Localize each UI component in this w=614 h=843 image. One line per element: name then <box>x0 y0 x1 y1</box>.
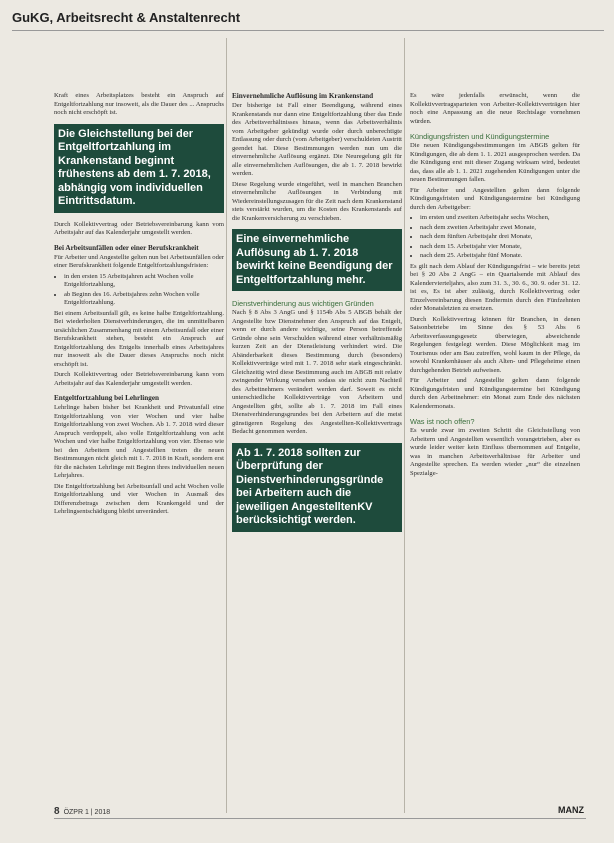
paragraph: Durch Kollektivvertrag oder Betriebsvereinbarung kann vom Arbeitsjahr auf das Kalenderjahr umgestellt werden. <box>54 371 224 387</box>
list-item: • ab Beginn des 16. Arbeitsjahres zehn Wochen volle Entgeltfortzahlung. <box>64 291 224 308</box>
footer-left <box>54 806 110 817</box>
paragraph: Die neuen Kündigungsbestimmungen im ABGB gelten für Kündigungen, die ab dem 1. 1. 2021 ausgesprochen werden. Da die Kündigung erst mit dieser Zugang wirksam wird, bedeutet das, dass alle ab 1. 1. 2021 zugehenden Kündigungen unter die neuen Bestimmungen fallen. <box>410 142 580 183</box>
paragraph: Bei einem Arbeitsunfall gilt, es keine halbe Entgeltfortzahlung. Bei wiederholten Dienstverhinderungen, die im unmittelbaren ursächlichen Zusammenhang mit einem Arbeitsunfall oder einer Berufskrankheit stehen, besteht ein Anspruch auf Entgeltfortzahlung des Entgelts innerhalb eines Arbeitsjahres nur insoweit als die Dauer dieses Anspruchs noch nicht erschöpft ist. <box>54 309 224 368</box>
section-heading: Bei Arbeitsunfällen oder einer Berufskrankheit <box>54 243 199 252</box>
paragraph: Durch Kollektivvertrag oder Betriebsvereinbarung kann vom Arbeitsjahr auf das Kalenderjahr umgestellt werden. <box>54 220 224 236</box>
highlight-box: Die Gleichstellung bei der Entgeltfortzahlung im Krankenstand beginnt frühestens ab dem 1. 7. 2018, abhängig vom individuellen Eintrittsdatum. <box>54 124 224 213</box>
paragraph: Kraft eines Arbeitsplatzes besteht ein Anspruch auf Entgeltfortzahlung nur insoweit, als die Dauer des ... Anspruchs noch nicht erschöpft ist. <box>54 92 224 116</box>
paragraph: Für Arbeiter und Angestellte gelten nun bei Arbeitsunfällen oder einer Berufskrankheit folgende Entgeltfortzahlungsfristen: <box>54 253 224 269</box>
list-item: • in den ersten 15 Arbeitsjahren acht Wochen volle Entgeltfortzahlung, <box>64 273 224 290</box>
paragraph: Es gilt nach dem Ablauf der Kündigungsfrist – wie bereits jetzt bei § 20 Abs 2 AngG – ein Quartalsende mit Ablauf des Kalendervierteljahrs, also zum 31. 3., 30. 6., 30. 9. oder 31. 12. ist es, Es ist aber zulässig, durch Kollektivvertrag oder Einzelvereinbarung diesen Endtermin durch den Fünfzehnten oder Monatsletzten zu ersetzen. <box>410 262 580 312</box>
column-1 <box>54 92 224 519</box>
column-3 <box>410 92 580 480</box>
list-item: • nach dem zweiten Arbeitsjahr zwei Monate, <box>420 224 580 233</box>
bullet-list <box>410 214 580 261</box>
highlight-box: Eine einvernehmliche Auflösung ab 1. 7. 2018 bewirkt keine Beendigung der Entgeltfortzahlung mehr. <box>232 229 402 291</box>
section-heading: Einvernehmliche Auflösung im Krankenstand <box>232 92 374 100</box>
running-header: GuKG, Arbeitsrecht & Anstaltenrecht <box>12 10 241 25</box>
list-item: • nach dem fünften Arbeitsjahr drei Monate, <box>420 233 580 242</box>
list-item: • im ersten und zweiten Arbeitsjahr sechs Wochen, <box>420 214 580 223</box>
column-divider <box>226 38 227 813</box>
paragraph: Der bisherige ist Fall einer Beendigung, während eines Krankenstands nur dann eine Entgeltfortzahlung über das Ende des Arbeitsverhältnisses hinaus, wenn das Arbeitsverhältnis vom Arbeitgeber gekündigt wurde oder durch unberechtigte Entlassung oder durch (vom Arbeitgeber) verschuldeten Austritt geendet hat. Diese Bestimmungen werden nun um die einvernehmliche Auflösung ergänzt. Die Neuregelung gilt für alle einvernehmlichen Auflösungen, die ab 1. 7. 2018 bewirkt werden. <box>232 102 402 177</box>
paragraph: Es wäre jedenfalls erwünscht, wenn die Kollektivvertragsparteien von Arbeiter-Kollektivverträgen hier noch eine Anpassung an die neue Rechtslage vornehmen würden. <box>410 92 580 125</box>
publisher-logo: MANZ <box>558 805 584 815</box>
paragraph: Durch Kollektivvertrag können für Branchen, in denen Saisonbetriebe im Sinne des § 53 Abs 6 Arbeitsverfassungsgesetz überwiegen, abweichende Regelungen festgelegt werden. Diese Möglichkeit mag im Tourismus oder am Bau zutreffen, wohl kaum in der Pflege, da sowohl Krankenhäuser als auch Alten- und Pflegeheime einen durchgehenden Betrieb aufweisen. <box>410 315 580 374</box>
paragraph: Die Entgeltfortzahlung bei Arbeitsunfall und acht Wochen volle Entgeltfortzahlung und vier Wochen in Ausmaß des Differenzbetrags zwischen dem Krankengeld und der Lehrlingsentschädigung bleibt unverändert. <box>54 482 224 515</box>
paragraph: Für Arbeiter und Angestellte gelten dann folgende Kündigungsfristen und Kündigungstermine bei Kündigung durch den Arbeitnehmer: ein Monat zum Ende des nächsten Kalendermonats. <box>410 377 580 410</box>
paragraph: Lehrlinge haben bisher bei Krankheit und Privatunfall eine Entgeltfortzahlung von vier Wochen und vier halbe Entgeltfortzahlung von zwei Wochen. Ab 1. 7. 2018 wird dieser Anspruch verdoppelt, also volle Entgeltfortzahlung von acht Wochen und vier halbe Entgeltfortzahlung von vier. Ebenso wie bei den Arbeitern und Angestellten treten die neuen Bestimmungen nicht gleich mit 1. 7. 2018 in Kraft, sondern erst für die nächsten Lehrlinge mit Beginn ihres individuellen neuen Lehrjahres. <box>54 404 224 479</box>
bullet-list <box>54 273 224 308</box>
column-divider <box>404 38 405 813</box>
footer-rule <box>54 818 586 819</box>
column-2 <box>232 92 402 540</box>
section-heading: Entgeltfortzahlung bei Lehrlingen <box>54 394 160 402</box>
paragraph: Diese Regelung wurde eingeführt, weil in manchen Branchen einvernehmliche Auflösungen in Verbindung mit Wiedereinstellungszusagen für die Zeit nach dem Krankenstand stets verstärkt wurden, um die Kosten des Krankenstands auf die Krankenversicherung zu verschieben. <box>232 180 402 222</box>
section-heading: Dienstverhinderung aus wichtigen Gründen <box>232 299 374 308</box>
paragraph: Für Arbeiter und Angestellten gelten dann folgende Kündigungsfristen und Kündigungstermine bei Kündigung durch den Arbeitgeber: <box>410 186 580 211</box>
highlight-box: Ab 1. 7. 2018 sollten zur Überprüfung der Dienstverhinderungsgründe bei Arbeitern auch die jeweiligen AngestelltenKV berücksichtigt werden. <box>232 443 402 532</box>
paragraph: Es wurde zwar im zweiten Schritt die Gleichstellung von Arbeitern und Angestellten wesentlich vorangetrieben, aber es wurde leider weiter kein Einfluss übernommen auf Entgelte, was in manchen Arbeitsverhältnisse für Arbeiter und Angestellte sprechen. Es werden wieder „nur“ die einzelnen Spezialge- <box>410 427 580 477</box>
section-heading: Kündigungsfristen und Kündigungstermine <box>410 132 550 141</box>
list-item: • nach dem 15. Arbeitsjahr vier Monate, <box>420 243 580 252</box>
header-rule <box>12 30 604 31</box>
page-number: 8 <box>54 806 60 817</box>
paragraph: Nach § 8 Abs 3 AngG und § 1154b Abs 5 ABGB behält der Angestellte bzw Dienstnehmer den Anspruch auf das Entgelt, wenn er durch andere wichtige, seine Person betreffende Gründe ohne sein Verschulden während einer verhältnismäßig kurzen Zeit an der Dienstleistung verhindert wird. Die Abänderbarkeit dieses Bestimmung durch (besonders) Kollektivverträge wird mit 1. 7. 2018 sehr stark eingeschränkt. Gleichzeitig wird diese Bestimmung auch im ABGB mit relativ zwingender Wirkung versehen sodass sie nicht zum Nachteil des Arbeitnehmers verändert werden darf. Soweit es nicht unterschiedliche Kollektivverträge von Arbeitern und Angestellten gibt, sollte ab 1. 7. 2018 im Fall eines Dienstverhinderungsgrundes bei den Arbeitern auf die meist günstigeren Regelung des Angestellten-Kollektivvertrags Bedacht genommen werden. <box>232 309 402 435</box>
section-heading: Was ist noch offen? <box>410 417 475 426</box>
list-item: • nach dem 25. Arbeitsjahr fünf Monate. <box>420 252 580 261</box>
journal-name: ÖZPR 1 | 2018 <box>63 809 111 816</box>
